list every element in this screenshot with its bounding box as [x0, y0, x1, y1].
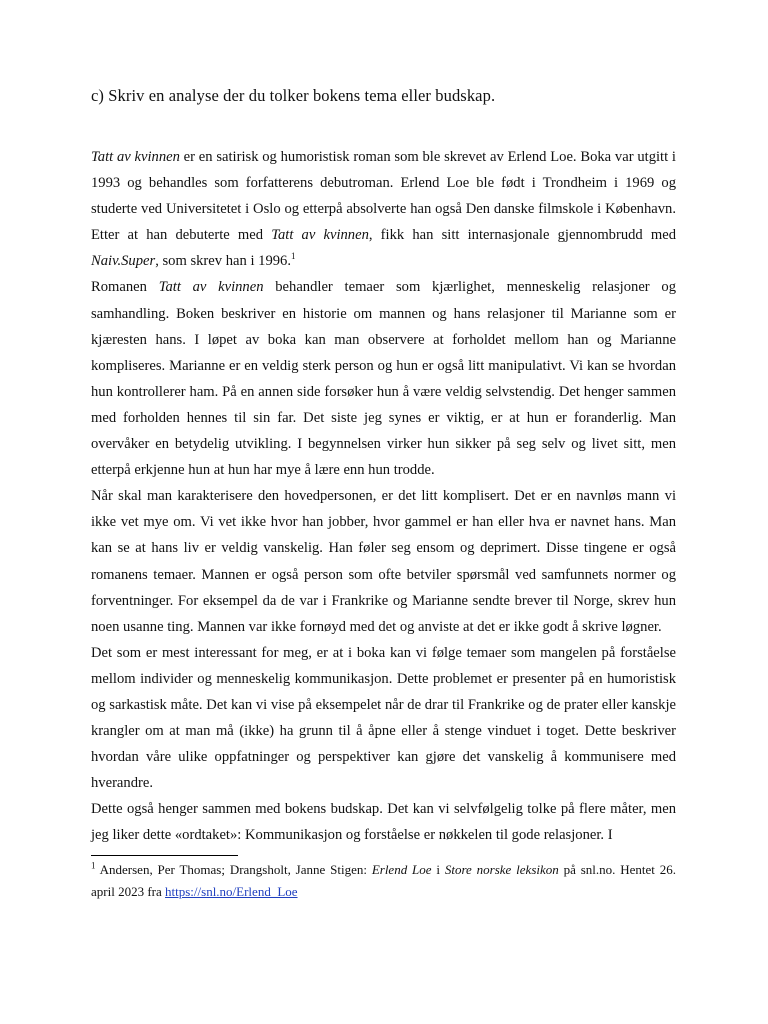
book-title: Tatt av kvinnen — [91, 149, 180, 165]
book-title: Tatt av kvinnen — [271, 227, 369, 244]
book-title: Tatt av kvinnen — [158, 279, 264, 296]
footnote-number: 1 — [91, 860, 96, 871]
paragraph-protagonist: Når skal man karakterisere den hovedpersonen, er det litt komplisert. Det er en navnløs mann vi ikke vet mye om. Vi vet ikke hvor han jobber, hvor gammel er han eller hva er navnet hans. Man kan se at hans liv er veldig vanskelig. Han føler seg ensom og deprimert. Disse tingene er også romanens temaer. Mannen er også person som ofte betviler spørsmål ved samfunnets normer og forventninger. For eksempel da de var i Frankrike og Marianne sendte brever til Norge, skrev hun noen usanne ting. Mannen var ikke fornøyd med det og anviste at det er ikke godt å skrive løgner. — [91, 488, 676, 635]
paragraph-message: Dette også henger sammen med bokens budskap. Det kan vi selvfølgelig tolke på flere måter, men jeg liker dette «ordtaket»: Kommunikasjon og forståelse er nøkkelen til gode relasjoner. I — [91, 801, 676, 844]
question-heading: c) Skriv en analyse der du tolker bokens tema eller budskap. — [91, 86, 496, 105]
book-title: Naiv.Super — [91, 253, 156, 270]
footnote-separator — [91, 855, 238, 856]
footnote: $^1$ Andersen, Per Thomas; Drangsholt, Janne Stigen: Erlend Loe i Store norske leksikon på snl.no. Hentet 26. april 2023 fra https://snl.no/Erlend_Loe — [91, 860, 676, 899]
essay-body — [91, 144, 676, 849]
paragraph-intro: Tatt av kvinnen er en satirisk og humoristisk roman som ble skrevet av Erlend Loe. Boka var utgitt i 1993 og behandles som forfatterens debutroman. Erlend Loe ble født i Trondheim i 1969 og studerte ved Universitetet i Oslo og etterpå absolverte han også Den danske filmskole i København. Etter at han debuterte med Tatt av kvinnen, fikk han sitt internasjonale gjennombrudd med Naiv.Super, som skrev han i 1996.$^1$ — [91, 149, 677, 270]
source-link[interactable]: https://snl.no/Erlend_Loe — [165, 884, 298, 899]
paragraph-communication: Det som er mest interessant for meg, er at i boka kan vi følge temaer som mangelen på forståelse mellom individer og menneskelig kommunikasjon. Dette problemet er presenter på en humoristisk og sarkastisk måte. Det kan vi vise på eksempelet når de drar til Frankrike og de prater eller kanskje krangler om at man må (ikke) ha grunn til å åpne eller å stenge vinduet i toget. Dette beskriver hvordan våre ulike oppfatninger og perspektiver kan gjøre det vanskelig å kommunisere med hverandre. — [91, 644, 676, 792]
paragraph-themes: Romanen Tatt av kvinnen behandler temaer som kjærlighet, menneskelig relasjoner og samhandling. Boken beskriver en historie om mannen og hans relasjoner til Marianne som er kjæresten hans. I løpet av boka kan man observere at forholdet mellom han og Marianne kompliseres. Marianne er en veldig sterk person og hun er også litt manipulativt. Vi kan se hvordan hun kontrollerer ham. På en annen side forsøker hun å være veldig selvstendig. Det henger sammen med forholden hennes til sin far. Det siste jeg synes er viktig, er at hun er foranderlig. Man overvåker en betydelig utvikling. I begynnelsen virker hun sikker på seg selv og livet sitt, men etterpå erkjenne hun at hun har mye å lære enn hun trodde. — [91, 279, 676, 479]
footnote-reference[interactable]: 1 — [290, 251, 296, 262]
